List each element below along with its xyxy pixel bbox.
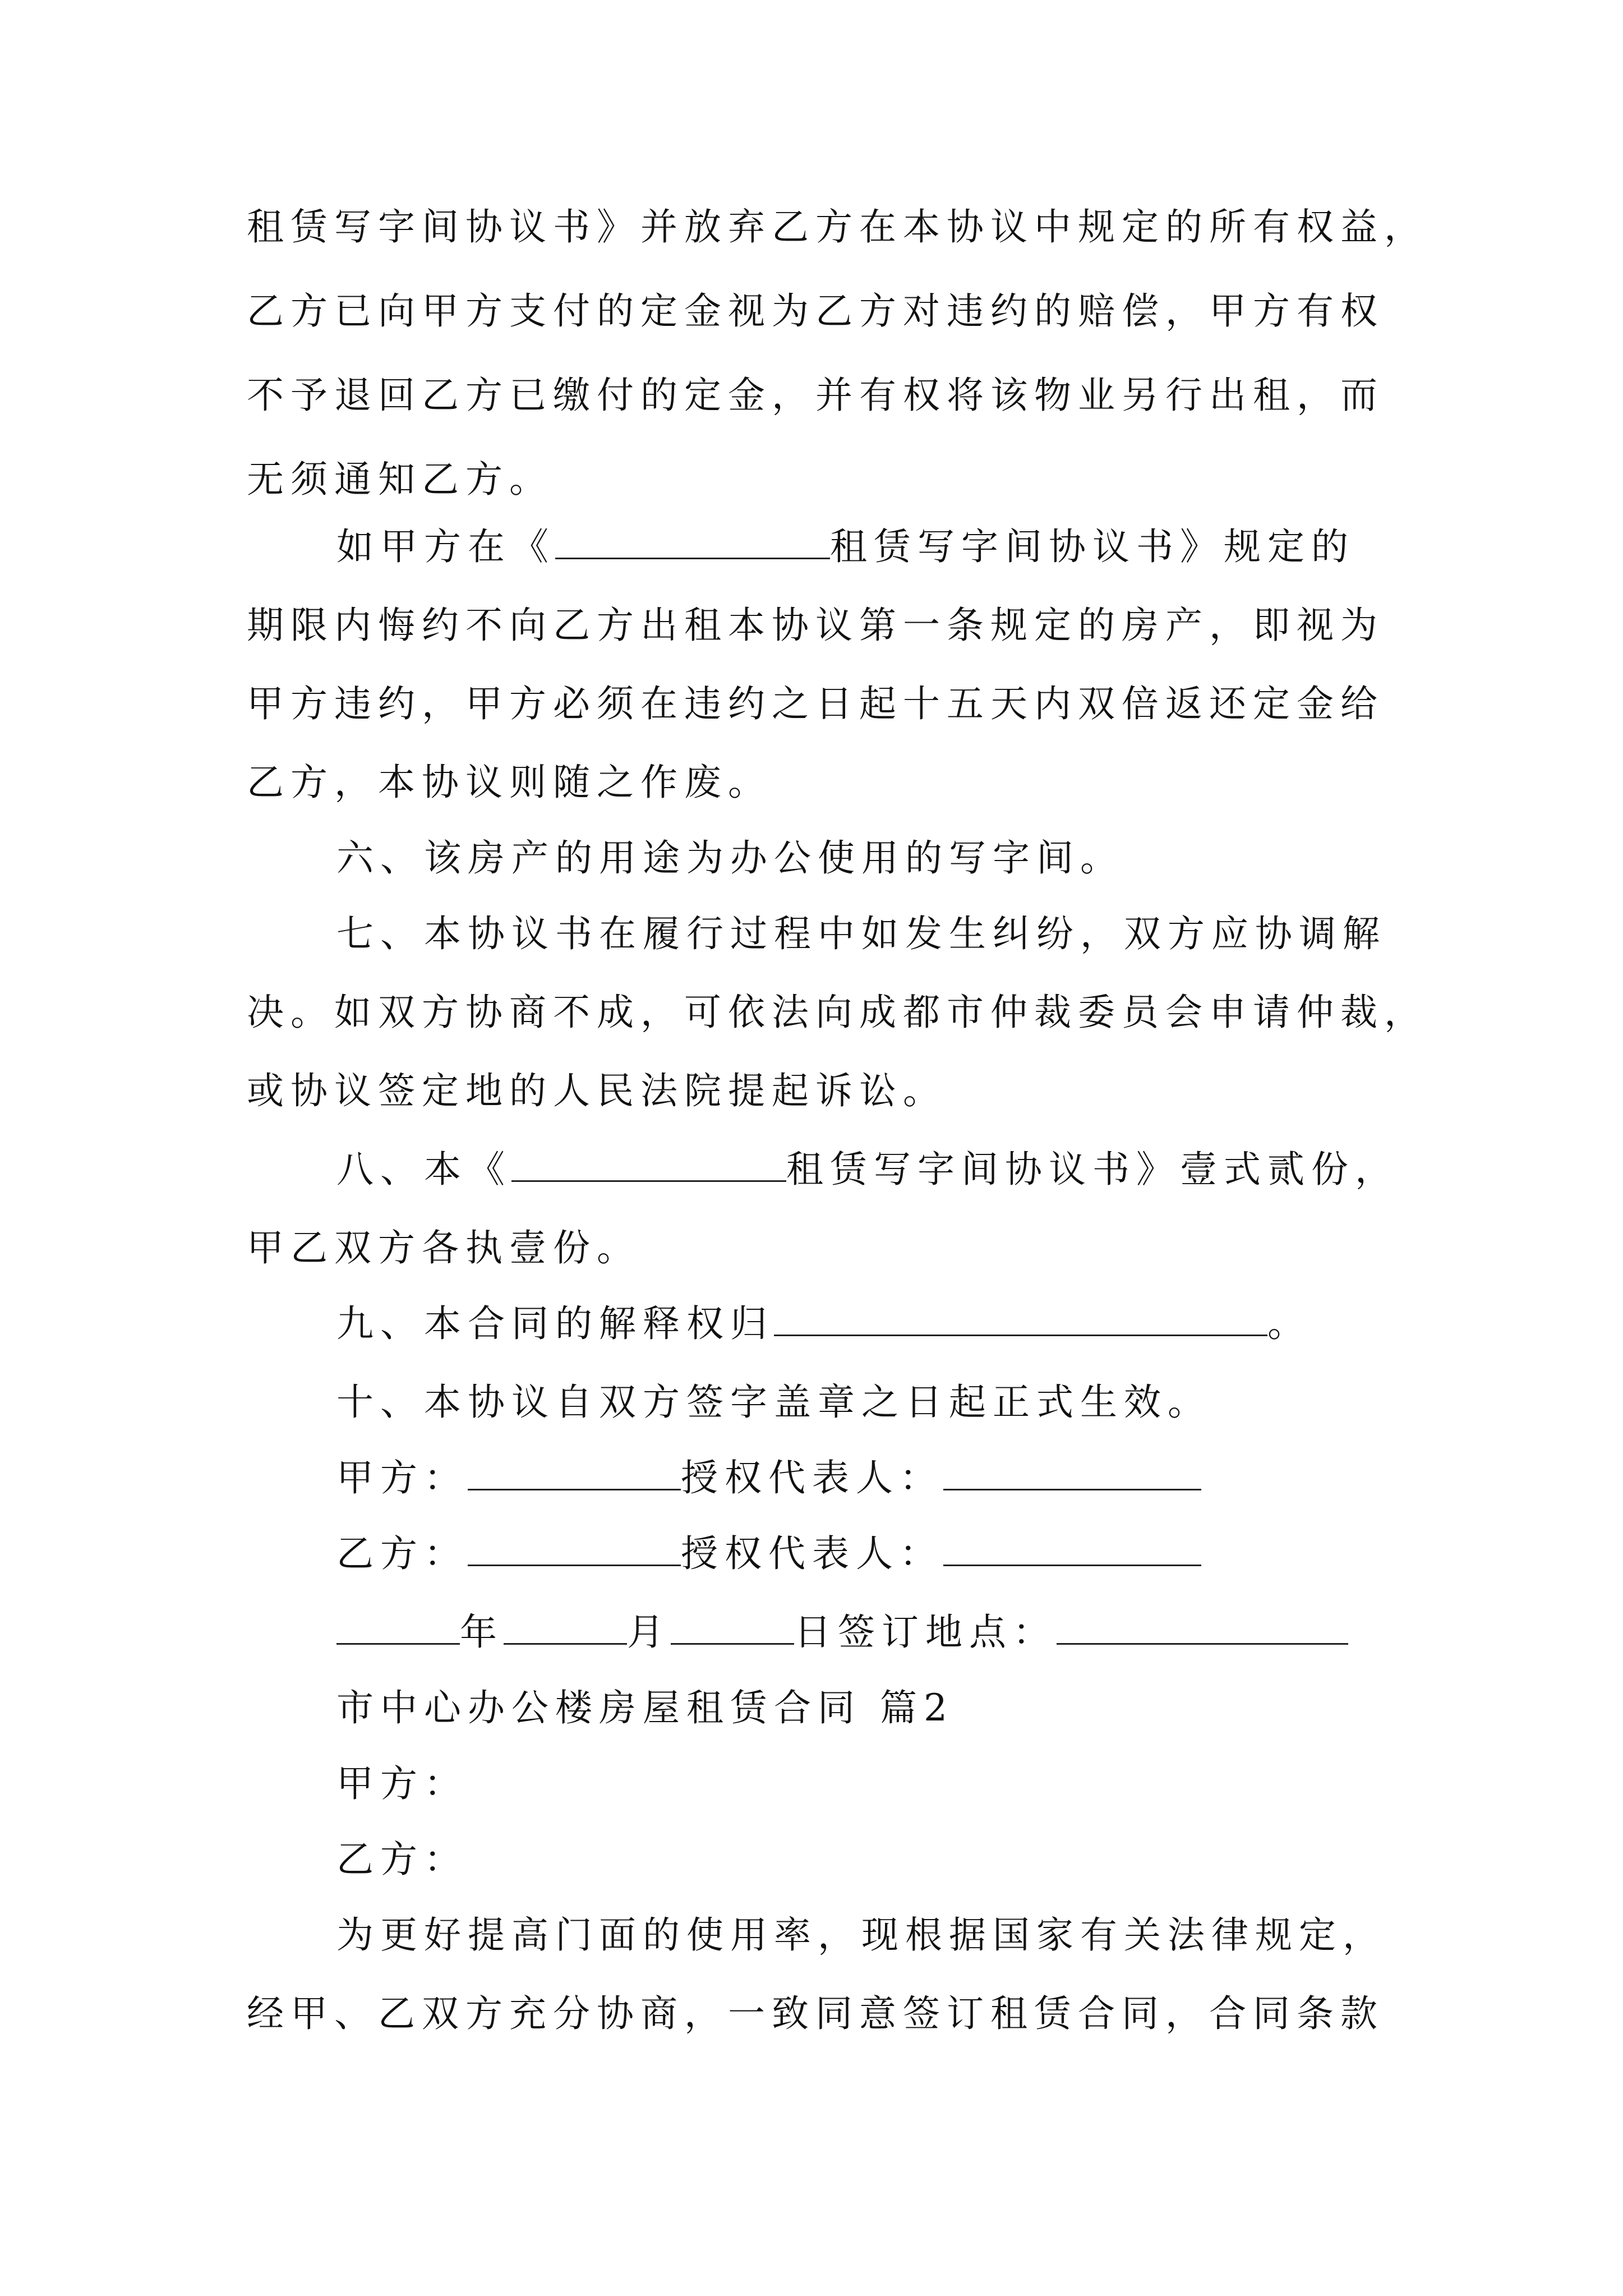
text-line: 为更好提高门面的使用率，现根据国家有关法律规定， [336, 1913, 1386, 1957]
date-place-line [336, 1604, 1348, 1660]
text-fragment: 如甲方在《 [336, 525, 555, 568]
text-fragment: 。 [1267, 1302, 1311, 1345]
text-fragment: 甲方： [336, 1456, 468, 1499]
text-line: 甲方违约，甲方必须在违约之日起十五天内双倍返还定金给 [247, 682, 1384, 725]
section-heading: 市中心办公楼房屋租赁合同 篇2 [336, 1686, 954, 1729]
fill-in-blank [943, 1532, 1201, 1566]
text-line [336, 1296, 1311, 1352]
fill-in-blank [671, 1611, 794, 1645]
text-line: 乙方，本协议则随之作废。 [247, 761, 772, 804]
text-fragment: 九、本合同的解释权归 [336, 1302, 774, 1345]
fill-in-blank [504, 1611, 627, 1645]
text-fragment: 月 [627, 1611, 671, 1654]
fill-in-blank [1057, 1611, 1348, 1645]
text-fragment: 八、本《 [336, 1148, 511, 1191]
signature-line-party-b [336, 1526, 1201, 1582]
text-line: 乙方： [336, 1838, 468, 1881]
text-line: 期限内悔约不向乙方出租本协议第一条规定的房产，即视为 [247, 604, 1384, 647]
fill-in-blank [943, 1456, 1201, 1490]
text-fragment: 授权代表人： [681, 1532, 943, 1575]
text-line [336, 1142, 1399, 1198]
text-line: 不予退回乙方已缴付的定金，并有权将该物业另行出租，而 [247, 374, 1384, 417]
text-line: 乙方已向甲方支付的定金视为乙方对违约的赔偿，甲方有权 [247, 289, 1384, 333]
signature-line-party-a [336, 1450, 1201, 1506]
text-line: 决。如双方协商不成，可依法向成都市仲裁委员会申请仲裁， [247, 991, 1428, 1034]
text-line: 租赁写字间协议书》并放弃乙方在本协议中规定的所有权益， [247, 205, 1428, 249]
fill-in-blank [468, 1532, 681, 1566]
text-line: 经甲、乙双方充分协商，一致同意签订租赁合同，合同条款 [247, 1992, 1384, 2035]
text-line: 甲方： [336, 1762, 468, 1805]
text-line [336, 519, 1355, 575]
text-line: 或协议签定地的人民法院提起诉讼。 [247, 1069, 947, 1112]
text-fragment: 日签订地点： [794, 1611, 1057, 1654]
text-fragment: 乙方： [336, 1532, 468, 1575]
text-fragment: 租赁写字间协议书》规定的 [830, 525, 1355, 568]
fill-in-blank [511, 1148, 786, 1182]
fill-in-blank [336, 1611, 460, 1645]
text-line: 十、本协议自双方签字盖章之日起正式生效。 [336, 1381, 1211, 1424]
text-line: 无须通知乙方。 [247, 458, 553, 501]
text-fragment: 年 [460, 1611, 504, 1654]
fill-in-blank [555, 525, 830, 559]
fill-in-blank [468, 1456, 681, 1490]
text-fragment: 租赁写字间协议书》壹式贰份， [786, 1148, 1399, 1191]
text-line: 七、本协议书在履行过程中如发生纠纷，双方应协调解 [336, 912, 1386, 955]
text-fragment: 授权代表人： [681, 1456, 943, 1499]
text-line: 六、该房产的用途为办公使用的写字间。 [336, 836, 1124, 880]
fill-in-blank [774, 1302, 1267, 1336]
text-line: 甲乙双方各执壹份。 [247, 1226, 640, 1269]
